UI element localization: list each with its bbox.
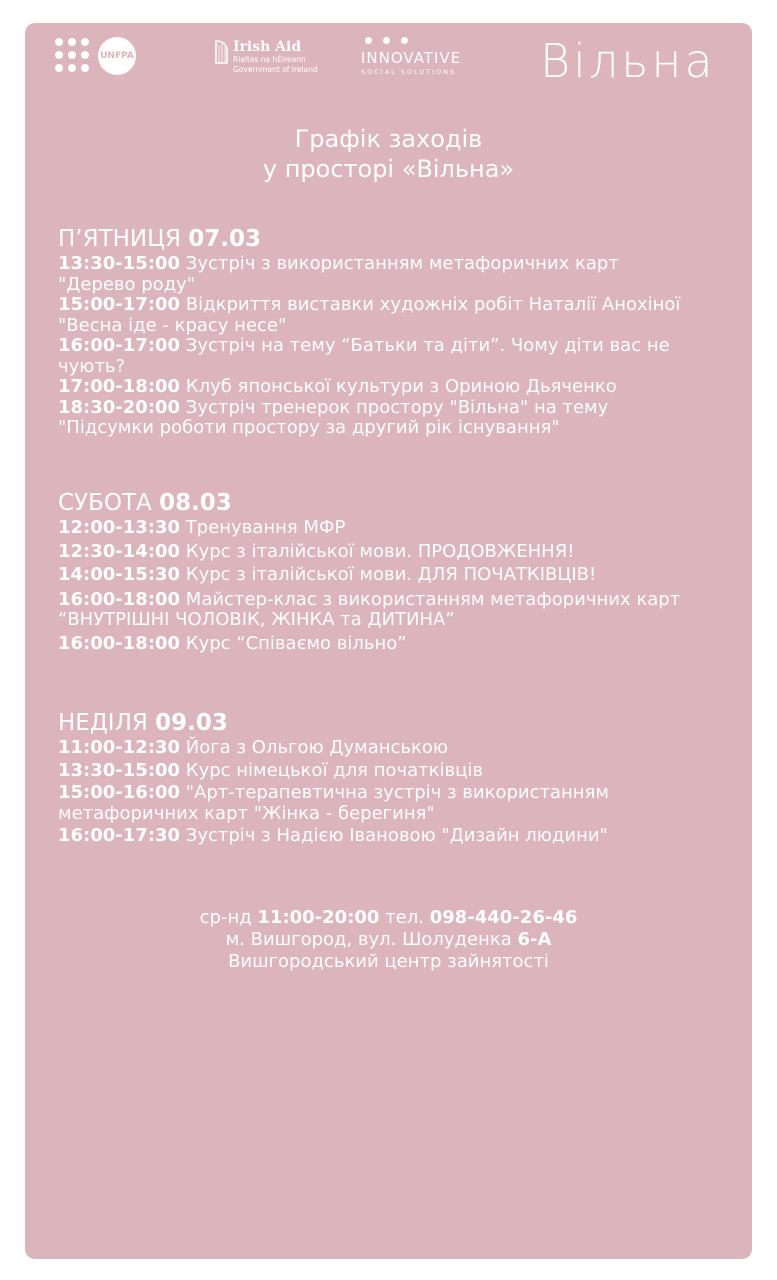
innovative-name: INNOVATIVE [361, 49, 462, 67]
innovative-dots-icon [365, 37, 461, 44]
event-item: 16:00-17:30 Зустріч з Надією Івановою "Дизайн людини" [58, 825, 608, 846]
irish-aid-line1: Rialtas na hÉireann [233, 55, 306, 64]
contact-footer [25, 907, 752, 973]
day-date: 07.03 [188, 226, 262, 252]
event-item: 16:00-17:00 Зустріч на тему “Батьки та діти”. Чому діти вас не чують? [58, 335, 670, 377]
innovative-logo [361, 37, 461, 76]
event-item: 16:00-18:00 Майстер-клас з використанням метафоричних карт “ВНУТРІШНІ ЧОЛОВІК, ЖІНКА та ДИТИНА” [58, 588, 681, 630]
event-item: 13:30-15:00 Зустріч з використанням метафоричних карт "Дерево роду" [58, 253, 619, 295]
day-heading [58, 488, 680, 518]
event-item: 15:00-16:00 "Арт-терапевтична зустріч з використанням метафоричних карт "Жінка - берегиня" [58, 782, 609, 824]
event-item: 16:00-18:00 Курс “Співаємо вільно” [58, 632, 407, 654]
page-title [25, 124, 752, 184]
event-item: 11:00-12:30 Йога з Ольгою Думанською [58, 737, 449, 758]
day-name: СУБОТА [58, 490, 152, 516]
day-name: НЕДІЛЯ [58, 710, 148, 736]
event-item: 12:00-13:30 Тренування МФР [58, 517, 346, 538]
day-heading [58, 708, 609, 738]
event-item: 18:30-20:00 Зустріч тренерок простору "Вільна" на тему "Підсумки роботи простору за другий рік існування" [58, 396, 609, 438]
title-line2: у просторі «Вільна» [262, 155, 515, 183]
unfpa-logo [55, 37, 136, 75]
irish-aid-logo [213, 39, 318, 75]
footer-center-line: Вишгородський центр зайнятості [228, 951, 549, 972]
day-date: 08.03 [159, 490, 232, 516]
day-section-sunday [58, 708, 609, 847]
event-item: 13:30-15:00 Курс німецької для початківців [58, 759, 483, 781]
title-line1: Графік заходів [294, 125, 483, 153]
phone-number: 098-440-26-46 [429, 907, 578, 928]
footer-address-line: м. Вишгород, вул. Шолуденка 6-А [225, 929, 552, 950]
unfpa-globe-icon: UNFPA [98, 37, 136, 75]
event-item: 12:30-14:00 Курс з італійської мови. ПРОДОВЖЕННЯ! [58, 540, 575, 562]
irish-aid-line2: Government of Ireland [233, 65, 318, 74]
irish-aid-title: Irish Aid [233, 39, 302, 55]
unfpa-dots-icon [55, 38, 92, 75]
harp-icon [213, 39, 229, 65]
innovative-sub: SOCIAL SOLUTIONS [361, 68, 457, 76]
day-heading [58, 224, 680, 254]
day-section-friday [58, 224, 680, 439]
event-item: 14:00-15:30 Курс з італійської мови. ДЛЯ ПОЧАТКІВЦІВ! [58, 564, 597, 585]
day-date: 09.03 [155, 710, 228, 736]
footer-hours-line: ср-нд 11:00-20:00 тел. 098-440-26-46 [199, 907, 578, 928]
event-item: 15:00-17:00 Відкриття виставки художніх робіт Наталії Анохіної "Весна іде - красу несе" [58, 294, 681, 336]
brand-logo: Вільна [540, 34, 716, 88]
day-section-saturday [58, 488, 680, 654]
poster-card [25, 23, 752, 1259]
day-name: П’ЯТНИЦЯ [58, 226, 181, 252]
event-item: 17:00-18:00 Клуб японської культури з Ориною Дьяченко [58, 376, 617, 397]
